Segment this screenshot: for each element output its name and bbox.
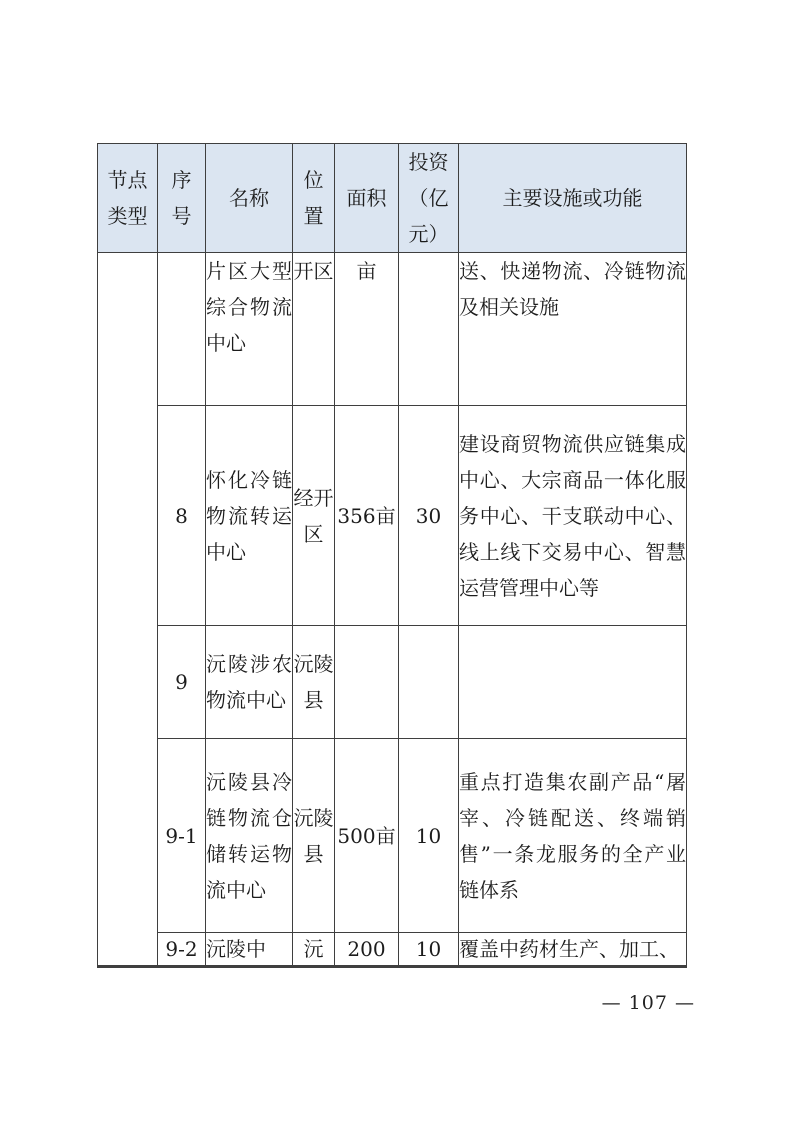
cell-seq: 9 [158,626,206,739]
cell-location: 经开区 [293,406,335,626]
page-number: — 107 — [601,992,695,1014]
cell-functions: 建设商贸物流供应链集成中心、大宗商品一体化服务中心、干支联动中心、线上线下交易中心、智慧运营管理中心等 [459,406,687,626]
cell-name: 沅陵涉农物流中心 [206,626,293,739]
cell-seq: 8 [158,406,206,626]
cell-name: 沅陵县冷链物流仓储转运物流中心 [206,739,293,933]
header-cell-area: 面积 [335,144,399,253]
cell-investment: 30 [399,406,459,626]
cell-area: 亩 [335,253,399,406]
cell-investment [399,253,459,406]
cell-location: 开区 [293,253,335,406]
cell-location: 沅陵县 [293,626,335,739]
header-cell-seq: 序号 [158,144,206,253]
cell-area [335,626,399,739]
header-cell-node-type: 节点类型 [98,144,158,253]
table-row-8 [98,406,687,626]
cell-name: 沅陵中 [206,933,293,967]
cell-functions: 送、快递物流、冷链物流及相关设施 [459,253,687,406]
table-row-9 [98,626,687,739]
header-cell-functions: 主要设施或功能 [459,144,687,253]
cell-functions [459,626,687,739]
table-row-9-1 [98,739,687,933]
cell-area: 356亩 [335,406,399,626]
cell-location: 沅陵县 [293,739,335,933]
cell-area: 500亩 [335,739,399,933]
cell-investment: 10 [399,739,459,933]
cell-name: 怀化冷链物流转运中心 [206,406,293,626]
cell-investment [399,626,459,739]
header-cell-location: 位置 [293,144,335,253]
cell-seq: 9-1 [158,739,206,933]
cell-area: 200 [335,933,399,967]
cell-name: 片区大型综合物流中心 [206,253,293,406]
header-cell-name: 名称 [206,144,293,253]
cell-seq: 9-2 [158,933,206,967]
table-row-continuation [98,253,687,406]
cell-investment: 10 [399,933,459,967]
header-cell-investment: 投资（亿元） [399,144,459,253]
cell-location: 沅 [293,933,335,967]
cell-functions: 覆盖中药材生产、加工、 [459,933,687,967]
table-row-9-2-clipped [98,933,687,967]
projects-table [97,143,687,968]
cell-node-type-merged [98,253,158,967]
table-header-row [98,144,687,253]
cell-functions: 重点打造集农副产品“屠宰、冷链配送、终端销售”一条龙服务的全产业链体系 [459,739,687,933]
cell-seq [158,253,206,406]
